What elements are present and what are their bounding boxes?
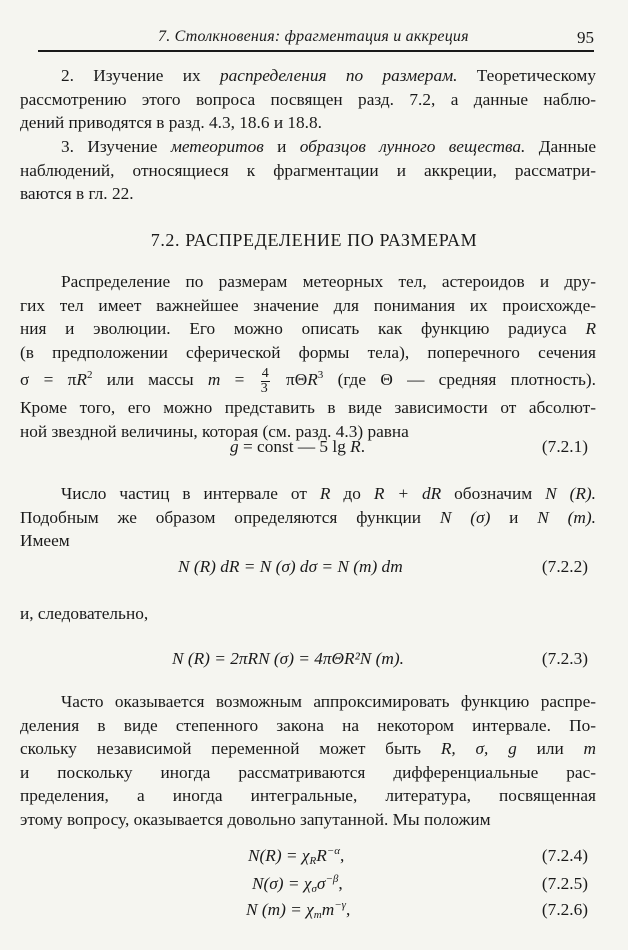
- equation-7-2-4: $N(R) = \chi_RR^{-\alpha}$, (7.2.4): [248, 845, 588, 867]
- running-title: 7. Столкновения: фрагментация и аккреция: [158, 28, 469, 45]
- page-number: 95: [577, 28, 594, 47]
- paragraph-power-law: Часто оказывается возможным аппроксимировать функцию распре- деления в виде степенного закона на некотором интервале. По- скольку независимой переменной может быть R, σ, g или m и поскольку иногда рассматриваются дифференциальные рас- пределения, а иногда интегральные, литература, посвященная этому вопросу, оказывается довольно запутанной. Мы положим: [20, 692, 596, 829]
- equation-number: (7.2.5): [541, 874, 588, 893]
- paragraph-size-distribution: Распределение по размерам метеорных тел, астероидов и дру- гих тел имеет важнейшее значение для понимания их происхожде- ния и эволюции. Его можно описать как функцию радиуса R (в предположении сферической формы тела), поперечного сечения $\sigma = \pi R^2$ или массы m = $\frac{4}{3}$ πΘR$^3$ (где Θ — средняя плотность). Кроме того, его можно представить в виде зависимости от абсолют- ной звездной величины, которая (см. разд. 4.3) равна: [20, 272, 596, 441]
- section-heading: 7.2. РАСПРЕДЕЛЕНИЕ ПО РАЗМЕРАМ: [150, 230, 478, 250]
- equation-number: (7.2.3): [541, 649, 588, 668]
- equation-number: (7.2.6): [541, 900, 588, 919]
- header-rule: [38, 50, 594, 52]
- paragraph-particle-count: Число частиц в интервале от R до R + dR обозначим N (R). Подобным же образом определяются функции N (σ) и N (m). Имеем: [20, 484, 596, 551]
- equation-number: (7.2.1): [541, 437, 588, 456]
- equation-7-2-2: N (R) dR = N (σ) dσ = N (m) dm (7.2.2): [178, 557, 588, 576]
- and-hence-text: и, следовательно,: [20, 604, 149, 623]
- equation-number: (7.2.2): [541, 557, 588, 576]
- equation-7-2-5: $N(\sigma) = \chi_\sigma\sigma^{-\beta}$, (7.2.5): [252, 873, 588, 895]
- running-header: [38, 26, 594, 48]
- fraction: $\frac{4}{3}$: [260, 365, 269, 396]
- equation-number: (7.2.4): [541, 846, 588, 865]
- equation-7-2-6: N $(m) = \chi_mm^{-\gamma}$, (7.2.6): [246, 899, 588, 921]
- intro-item-2: 2. Изучение их распределения по размерам. Теоретическому рассмотрению этого вопроса посвящен разд. 7.2, а данные наблю- дений приводятся в разд. 4.3, 18.6 и 18.8.: [20, 66, 596, 133]
- intro-item-3: 3. Изучение метеоритов и образцов лунного вещества. Данные наблюдений, относящиеся к фрагментации и аккреции, рассматри- ваются в гл. 22.: [20, 137, 596, 204]
- equation-7-2-3: N (R) = 2πRN (σ) = 4πΘR²N (m). (7.2.3): [172, 649, 588, 668]
- equation-7-2-1: g = const — 5 lg R. (7.2.1): [230, 437, 588, 456]
